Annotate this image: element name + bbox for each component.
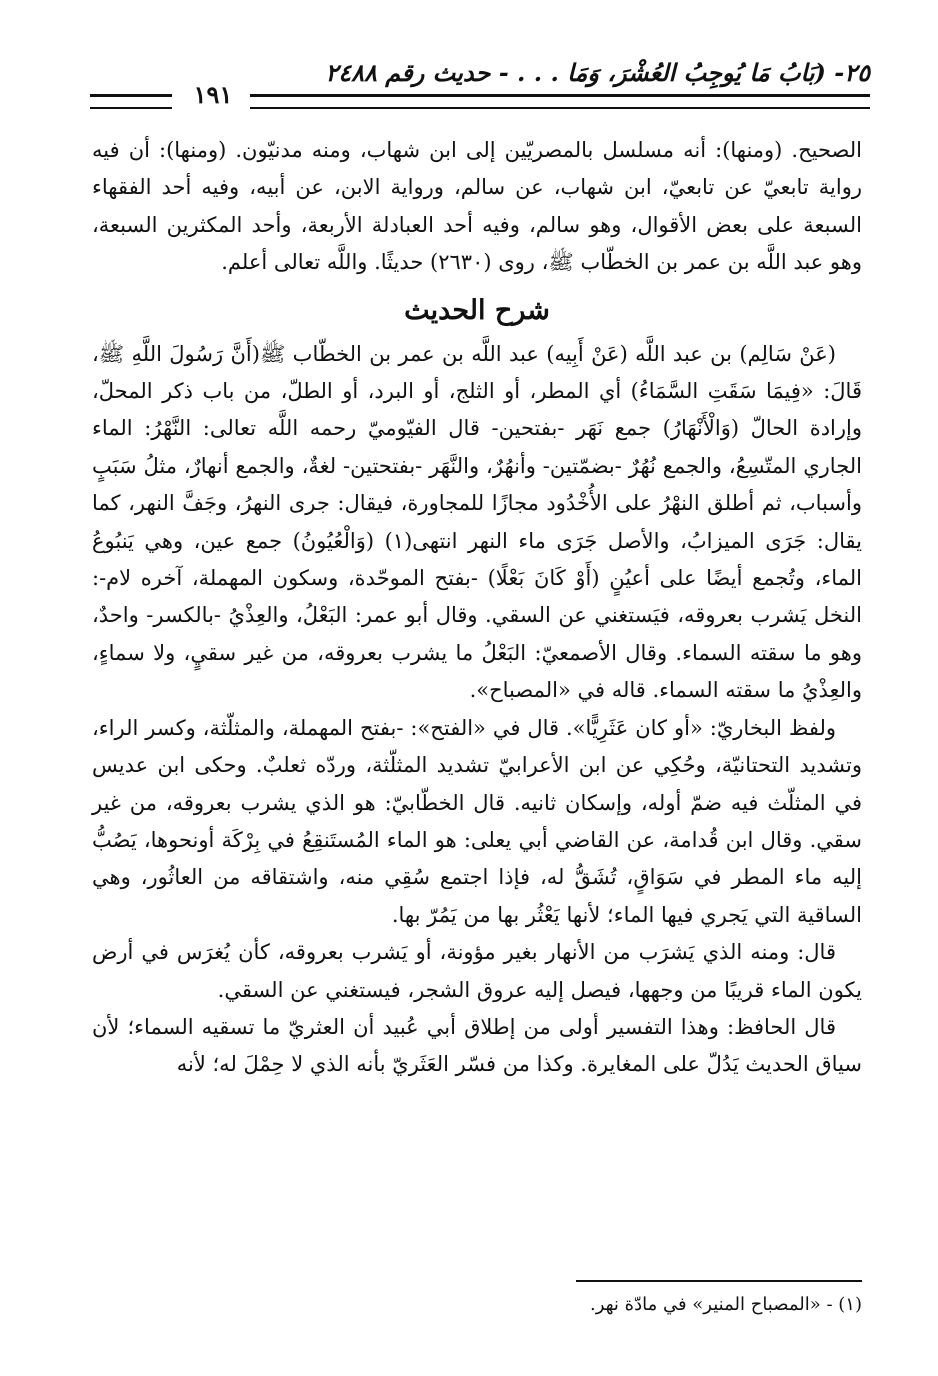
running-header [90, 58, 870, 108]
footnote: (١) - «المصباح المنير» في مادّة نهر. [589, 1294, 862, 1315]
header-rule-left [90, 94, 172, 109]
chapter-title: ٢٥- (بَابُ مَا يُوجِبُ العُشْرَ، وَمَا . . . - حديث رقم ٢٤٨٨ [325, 58, 870, 87]
footnote-rule [576, 1280, 862, 1282]
page-number: ١٩١ [193, 80, 233, 109]
section-title: شرح الحديث [404, 294, 550, 326]
commentary-paragraph: ولفظ البخاريّ: «أو كان عَثَرِيًّا». قال في «الفتح»: -بفتح المهملة، والمثلّثة، وكسر الراء، وتشديد التحتانيّة، وحُكِي عن ابن الأعرابيّ تشديد المثلّثة، وردّه ثعلبٌ. وحكى ابن عديس في المثلّث فيه ضمّ أوله، وإسكان ثانيه. قال الخطّابيّ: هو الذي يشرب بعروقه، من غير سقي. وقال ابن قُدامة، عن القاضي أبي يعلى: هو الماء المُستَنقِعُ في بِرْكَة أونحوها، يَصُبُّ إليه ماء المطر في سَوَاقٍ، تُشَقُّ له، فإذا اجتمع سُقِي منه، واشتقاقه من العاثُور، وهي الساقية التي يَجري فيها الماء؛ لأنها يَعْثُر بها من يَمُرّ بها. [92, 715, 862, 927]
commentary-paragraph: قال الحافظ: وهذا التفسير أولى من إطلاق أبي عُبيد أن العثريّ ما تسقيه السماء؛ لأن سياق الحديث يَدُلّ على المغايرة. وكذا من فسّر العَثَريّ بأنه الذي لا حِمْلَ له؛ لأنه [92, 1014, 862, 1077]
commentary-paragraph: (عَنْ سَالِم) بن عبد اللَّه (عَنْ أَبِيه) عبد اللَّه بن عمر بن الخطّاب ﷺ(أَنَّ رَسُولَ اللَّهِ ﷺ، قَالَ: «فِيمَا سَقَتِ السَّمَاءُ) أي المطر، أو الثلج، أو البرد، أو الطلّ، من باب ذكر المحلّ، وإرادة الحالّ (وَالْأَنْهَارُ) جمع نَهَر -بفتحين- قال الفيّوميّ رحمه اللَّه تعالى: النَّهْرُ: الماء الجاري المتّسِعُ، والجمع نُهُرٌ -بضمّتين- وأنهُرٌ، والنَّهَر -بفتحتين- لغةٌ، والجمع أنهارٌ، مثلُ سَبَبٍ وأسباب، ثم أطلق النهْرُ على الأُخْدُود مجازًا للمجاورة، فيقال: جرى النهرُ، وجَفَّ النهر، كما يقال: جَرَى الميزابُ، والأصل جَرَى ماء النهر انتهى(١) (وَالْعُيُونُ) جمع عين، وهي يَنبُوعُ الماء، وتُجمع أيضًا على أعيُنٍ (أَوْ كَانَ بَعْلًا) -بفتح الموحّدة، وسكون المهملة، آخره لام-: النخل يَشرب بعروقه، فيَستغني عن السقي. وقال أبو عمر: البَعْلُ، والعِذْيُ -بالكسر- واحدٌ، وهو ما سقته السماء. وقال الأصمعيّ: البَعْلُ ما يشرب بعروقه، من غير سقيٍ، ولا سماءٍ، والعِذْيُ ما سقته السماء. قاله في «المصباح». [92, 341, 862, 703]
intro-paragraph: الصحيح. (ومنها): أنه مسلسل بالمصريّين إلى ابن شهاب، ومنه مدنيّون. (ومنها): أن فيه رواية تابعيّ عن تابعيّ، ابن شهاب، عن سالم، ورواية الابن، عن أبيه، وفيه أحد الفقهاء السبعة على بعض الأقوال، وهو سالم، وفيه أحد العبادلة الأربعة، وأحد المكثرين السبعة، وهو عبد اللَّه بن عمر بن الخطّاب ﷺ، روى (٢٦٣٠) حديثًا. واللَّه تعالى أعلم. [92, 138, 862, 275]
header-rule [250, 94, 870, 109]
commentary-paragraph: قال: ومنه الذي يَشرَب من الأنهار بغير مؤونة، أو يَشرب بعروقه، كأن يُغرَس في أرض يكون الماء قريبًا من وجهها، فيصل إليه عروق الشجر، فيستغني عن السقي. [92, 940, 862, 1002]
main-text [92, 132, 862, 1084]
